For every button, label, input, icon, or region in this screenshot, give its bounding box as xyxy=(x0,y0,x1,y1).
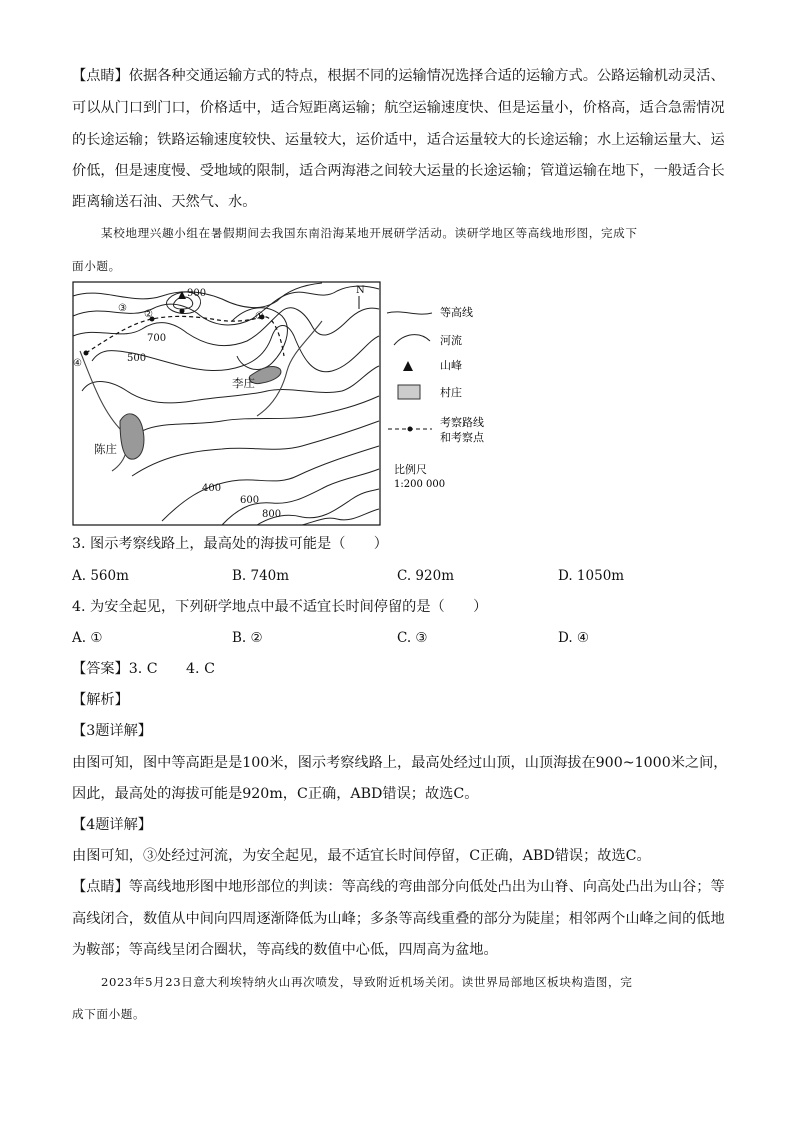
legend xyxy=(387,305,485,490)
point-4-dot xyxy=(84,351,89,356)
contour-label-500: 500 xyxy=(127,353,147,364)
legend-village-label: 村庄 xyxy=(440,386,462,399)
contour-map-figure xyxy=(72,281,492,527)
scale-value: 1:200 000 xyxy=(394,479,446,490)
para1-line-5: 距离输送石油、天然气、水。 xyxy=(72,194,257,210)
contour-label-900: 900 xyxy=(187,288,207,299)
point-1-label: ① xyxy=(255,311,264,322)
point-3-dot xyxy=(180,309,185,314)
q3-option-a[interactable]: A. 560m xyxy=(72,568,129,584)
q4-option-c[interactable]: C. ③ xyxy=(397,630,428,646)
legend-river-label: 河流 xyxy=(440,334,462,347)
detail-3-line-2: 因此，最高处的海拔可能是920m，C正确，ABD错误；故选C。 xyxy=(72,786,479,802)
analysis-heading: 【解析】 xyxy=(72,692,129,708)
north-label: N xyxy=(356,285,365,296)
legend-peak-icon xyxy=(403,361,413,371)
intro2-line-1: 2023年5月23日意大利埃特纳火山再次喷发，导致附近机场关闭。读世界局部地区板块构造图，完 xyxy=(101,975,633,989)
q3-option-c[interactable]: C. 920m xyxy=(397,568,454,584)
detail-4-heading: 【4题详解】 xyxy=(72,817,152,833)
q4-stem: 4. 为安全起见，下列研学地点中最不适宜长时间停留的是（ ） xyxy=(72,599,488,615)
contour-label-800: 800 xyxy=(262,509,282,520)
legend-contour-label: 等高线 xyxy=(440,306,473,319)
para1-line-4: 价低，但是速度慢、受地域的限制，适合两海港之间较大运量的长途运输；管道运输在地下，一般适合长 xyxy=(72,163,725,179)
scale-title: 比例尺 xyxy=(394,463,427,476)
detail-3-heading: 【3题详解】 xyxy=(72,723,152,739)
contour-label-400: 400 xyxy=(202,483,222,494)
legend-river-icon xyxy=(394,335,430,345)
legend-route-label-2: 和考察点 xyxy=(440,431,484,444)
intro1-line-2: 面小题。 xyxy=(72,259,121,273)
map-frame xyxy=(73,282,380,525)
legend-route-label: 考察路线 xyxy=(440,416,484,429)
point-4-label: ④ xyxy=(73,358,82,369)
para2-line-1: 【点睛】等高线地形图中地形部位的判读：等高线的弯曲部分向低处凸出为山脊、向高处凸出为山谷；等 xyxy=(72,879,725,895)
q3-option-b[interactable]: B. 740m xyxy=(232,568,290,584)
village-label-li: 李庄 xyxy=(232,376,255,390)
detail-3-line-1: 由图可知，图中等高距是是100米，图示考察线路上，最高处经过山顶，山顶海拔在900~1000米之间， xyxy=(72,755,728,771)
legend-peak-label: 山峰 xyxy=(440,359,462,372)
q4-option-b[interactable]: B. ② xyxy=(232,630,263,646)
answer-line: 【答案】3. C 4. C xyxy=(72,661,215,677)
para1-line-1: 【点睛】依据各种交通运输方式的特点，根据不同的运输情况选择合适的运输方式。公路运输机动灵活、 xyxy=(72,68,725,84)
para2-line-3: 为鞍部；等高线呈闭合圈状，等高线的数值中心低，四周高为盆地。 xyxy=(72,942,498,958)
point-3-label: ③ xyxy=(118,303,127,314)
q4-option-d[interactable]: D. ④ xyxy=(558,630,590,646)
para2-line-2: 高线闭合，数值从中间向四周逐渐降低为山峰；多条等高线重叠的部分为陡崖；相邻两个山峰之间的低地 xyxy=(72,911,725,927)
q3-stem: 3. 图示考察线路上，最高处的海拔可能是（ ） xyxy=(72,536,388,552)
point-2-label: ② xyxy=(144,309,153,320)
legend-contour-icon xyxy=(387,312,432,314)
para1-line-3: 的长途运输；铁路运输速度较快、运量较大，运价适中，适合运量较大的长途运输；水上运输运量大、运 xyxy=(72,132,725,148)
detail-4-line-1: 由图可知，③处经过河流，为安全起见，最不适宜长时间停留，C正确，ABD错误；故选C。 xyxy=(72,848,651,864)
intro1-line-1: 某校地理兴趣小组在暑假期间去我国东南沿海某地开展研学活动。读研学地区等高线地形图，完成下 xyxy=(101,226,638,240)
intro2-line-2: 成下面小题。 xyxy=(72,1007,146,1021)
q4-option-a[interactable]: A. ① xyxy=(72,630,103,646)
village-label-chen: 陈庄 xyxy=(94,442,117,456)
legend-route-dot xyxy=(408,427,413,432)
contour-label-600: 600 xyxy=(240,495,260,506)
contour-label-700: 700 xyxy=(147,333,167,344)
legend-village-icon xyxy=(398,385,420,399)
q3-option-d[interactable]: D. 1050m xyxy=(558,568,625,584)
para1-line-2: 可以从门口到门口，价格适中，适合短距离运输；航空运输速度快、但是运量小，价格高，适合急需情况 xyxy=(72,100,725,116)
